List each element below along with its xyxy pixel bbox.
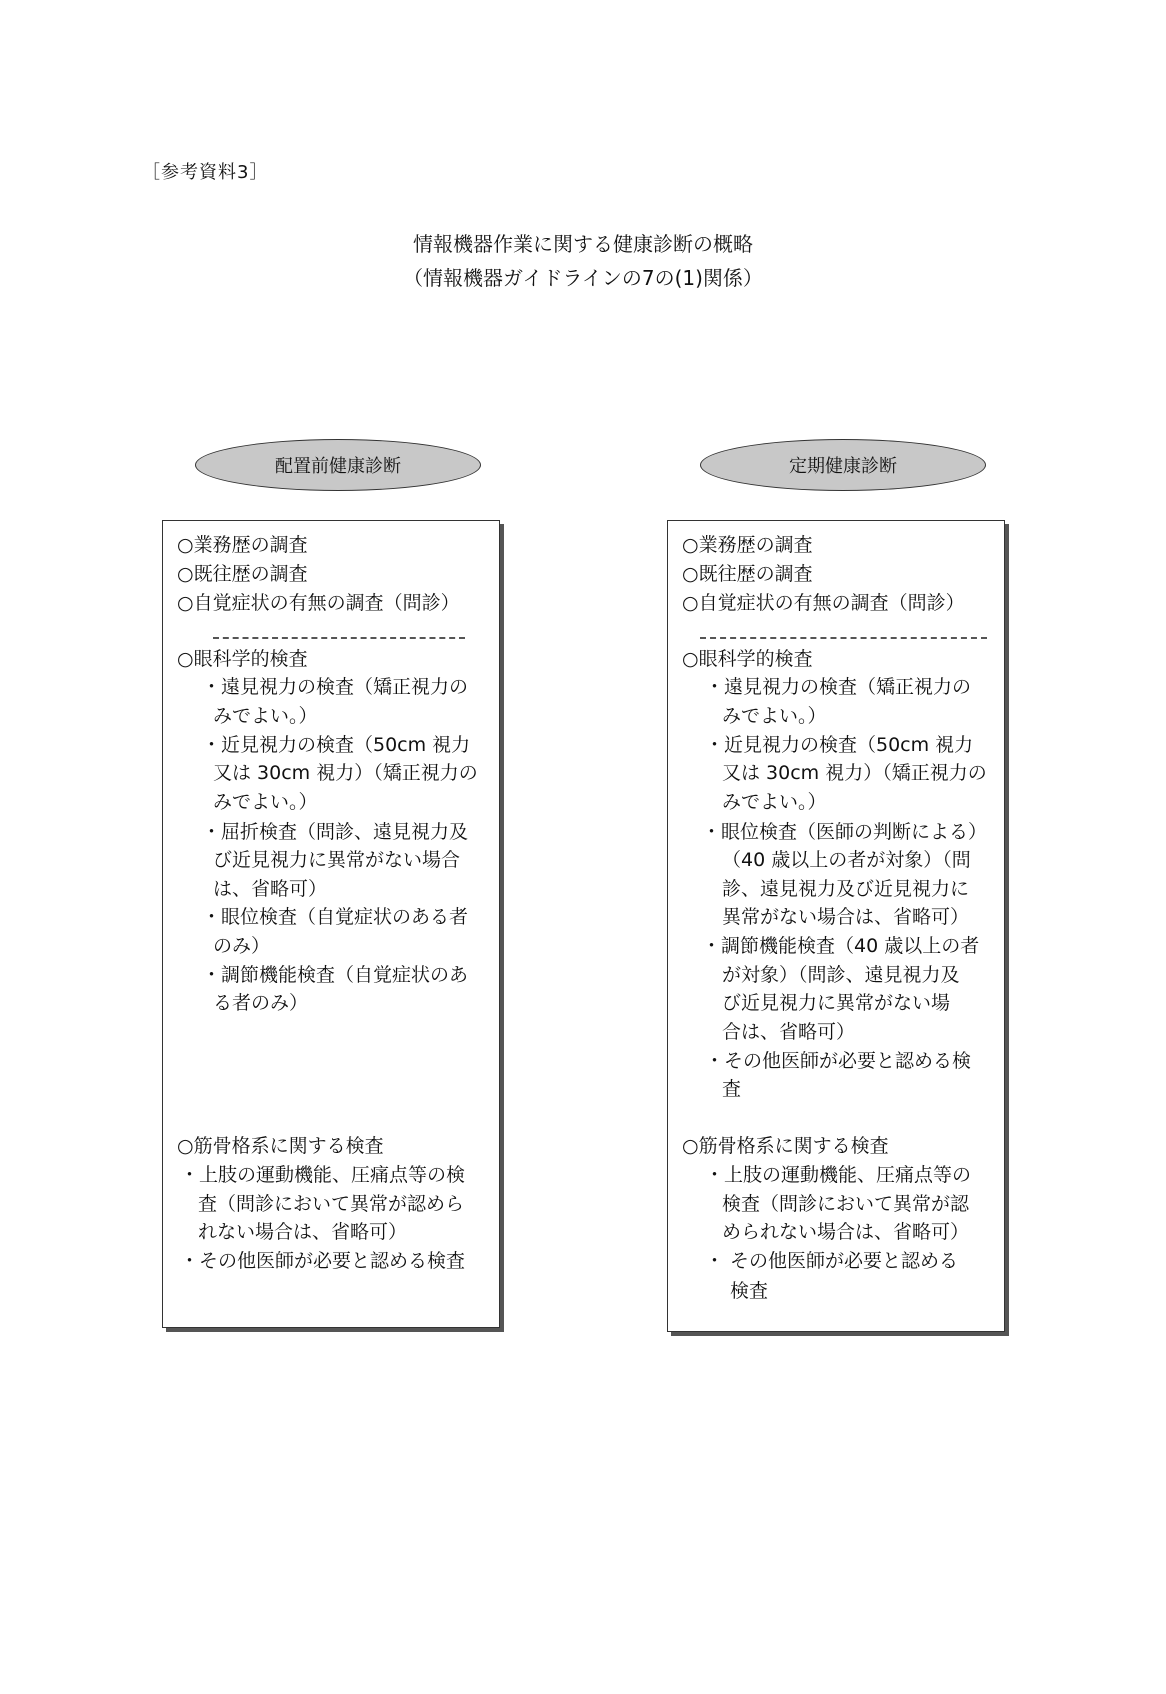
list-item: ・調節機能検査（自覚症状のあ (202, 964, 469, 986)
list-item: みでよい。） (722, 705, 827, 727)
document-label: ［参考資料3］ (142, 162, 269, 183)
list-item: ○既往歴の調査 (682, 563, 813, 585)
list-item: ○業務歴の調査 (682, 534, 813, 556)
list-item: ・遠見視力の検査（矯正視力の (705, 676, 972, 698)
list-item: 異常がない場合は、省略可） (722, 906, 970, 928)
list-item: 査 (722, 1078, 742, 1100)
list-item: ○自覚症状の有無の調査（問診） (177, 592, 460, 614)
list-item: ○筋骨格系に関する検査 (682, 1135, 889, 1157)
list-item: ・調節機能検査（40 歳以上の者 (702, 935, 980, 957)
list-item: ・近見視力の検査（50cm 視力 (705, 734, 974, 756)
divider (213, 637, 465, 639)
list-item: ○眼科学的検査 (177, 648, 308, 670)
document-title: 情報機器作業に関する健康診断の概略 (413, 232, 753, 256)
list-item: みでよい。） (213, 705, 318, 727)
list-item: 検査（問診において異常が認 (722, 1193, 970, 1215)
list-item: 又は 30cm 視力）（矯正視力の (722, 762, 987, 784)
list-item: 診、遠見視力及び近見視力に (722, 878, 970, 900)
divider (700, 637, 987, 639)
list-item: れない場合は、省略可） (198, 1221, 408, 1243)
list-item: ・眼位検査（医師の判断による） (702, 821, 988, 843)
list-item: ○既往歴の調査 (177, 563, 308, 585)
document-subtitle: （情報機器ガイドラインの7の(1)関係） (403, 266, 763, 290)
list-item: 又は 30cm 視力）（矯正視力の (213, 762, 478, 784)
list-item: 査（問診において異常が認めら (198, 1193, 465, 1215)
periodic-exam-heading-text: 定期健康診断 (789, 456, 897, 477)
list-item: 合は、省略可） (722, 1021, 856, 1043)
list-item: が対象）（問診、遠見視力及 (722, 964, 960, 986)
list-item: び近見視力に異常がない場 (722, 992, 951, 1014)
list-item: ・その他医師が必要と認める検 (705, 1050, 972, 1072)
list-item: ○業務歴の調査 (177, 534, 308, 556)
list-item: ・その他医師が必要と認める検査 (180, 1250, 466, 1272)
list-item: ・近見視力の検査（50cm 視力 (202, 734, 471, 756)
list-item: ○筋骨格系に関する検査 (177, 1135, 384, 1157)
list-item: みでよい。） (213, 791, 318, 813)
list-item: る者のみ） (213, 992, 309, 1014)
list-item: められない場合は、省略可） (722, 1221, 970, 1243)
pre-placement-exam-heading-text: 配置前健康診断 (275, 456, 401, 477)
list-item: ・眼位検査（自覚症状のある者 (202, 906, 469, 928)
list-item: ・遠見視力の検査（矯正視力の (202, 676, 469, 698)
list-item: ・屈折検査（問診、遠見視力及 (202, 821, 469, 843)
periodic-exam-heading (700, 439, 986, 491)
list-item: 検査 (730, 1280, 769, 1302)
list-item: ・ その他医師が必要と認める (705, 1250, 959, 1272)
list-item: び近見視力に異常がない場合 (213, 849, 461, 871)
list-item: ○自覚症状の有無の調査（問診） (682, 592, 965, 614)
list-item: ・上肢の運動機能、圧痛点等の検 (180, 1164, 466, 1186)
list-item: のみ） (213, 935, 271, 957)
list-item: は、省略可） (213, 878, 328, 900)
list-item: ・上肢の運動機能、圧痛点等の (705, 1164, 972, 1186)
list-item: みでよい。） (722, 791, 827, 813)
pre-placement-exam-heading (195, 439, 481, 491)
list-item: （40 歳以上の者が対象）（問 (722, 849, 971, 871)
list-item: ○眼科学的検査 (682, 648, 813, 670)
